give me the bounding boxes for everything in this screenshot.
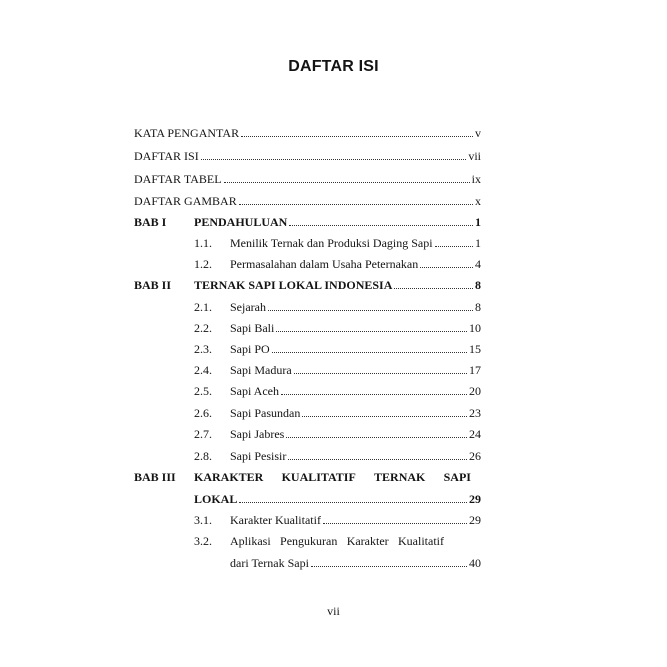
entry-page: ix [471, 172, 481, 186]
dot-leader [268, 297, 473, 311]
chapter-title-word: KUALITATIF [281, 470, 356, 484]
section-number: 2.5. [194, 384, 212, 398]
dot-leader [294, 360, 467, 374]
section-label: Karakter Kualitatif [230, 513, 321, 527]
section-label: Sapi Bali [230, 321, 275, 335]
section-page: 26 [469, 449, 481, 463]
page-title: DAFTAR ISI [288, 58, 379, 75]
page-number: vii [327, 604, 340, 618]
toc-section-1-1[interactable] [194, 233, 481, 253]
dot-leader [289, 212, 473, 226]
section-label: Sapi Aceh [230, 384, 279, 398]
toc-entry-kata-pengantar[interactable] [134, 123, 481, 143]
entry-label: KATA PENGANTAR [134, 126, 240, 140]
section-number: 3.2. [194, 534, 212, 548]
dot-leader [435, 233, 473, 247]
dot-leader [201, 146, 467, 160]
dot-leader [276, 318, 467, 332]
chapter-title: TERNAK SAPI LOKAL INDONESIA [194, 278, 393, 292]
toc-chapter-bab-3[interactable] [134, 467, 481, 487]
chapter-code: BAB I [134, 215, 167, 229]
section-page: 23 [469, 406, 481, 420]
dot-leader [272, 339, 467, 353]
section-page: 4 [475, 257, 481, 271]
section-label: Sejarah [230, 300, 266, 314]
section-number: 2.4. [194, 363, 212, 377]
section-label-word: Kualitatif [398, 534, 444, 548]
dot-leader [281, 381, 467, 395]
toc-section-3-1[interactable] [194, 510, 481, 530]
section-label-word: Karakter [346, 534, 389, 548]
dot-leader [302, 403, 467, 417]
section-label: Sapi Pesisir [230, 449, 287, 463]
dot-leader [241, 123, 473, 137]
entry-label: DAFTAR GAMBAR [134, 194, 237, 208]
toc-section-2-5[interactable] [194, 381, 481, 401]
section-number: 2.7. [194, 427, 212, 441]
section-page: 8 [475, 300, 481, 314]
section-number: 2.1. [194, 300, 212, 314]
entry-label: DAFTAR TABEL [134, 172, 222, 186]
chapter-title-word: SAPI [443, 470, 471, 484]
chapter-title-word: TERNAK [374, 470, 426, 484]
toc-section-3-2-cont[interactable] [230, 553, 481, 573]
toc-section-2-8[interactable] [194, 446, 481, 466]
section-label-word: Aplikasi [230, 534, 271, 548]
section-label: Permasalahan dalam Usaha Peternakan [230, 257, 419, 271]
toc-section-2-7[interactable] [194, 424, 481, 444]
section-label: Menilik Ternak dan Produksi Daging Sapi [230, 236, 433, 250]
section-number: 1.2. [194, 257, 212, 271]
dot-leader [239, 489, 467, 503]
toc-section-2-1[interactable] [194, 297, 481, 317]
section-page: 40 [469, 556, 481, 570]
chapter-title-word: KARAKTER [194, 470, 264, 484]
section-number: 2.6. [194, 406, 212, 420]
section-page: 10 [469, 321, 481, 335]
toc-section-2-4[interactable] [194, 360, 481, 380]
toc-chapter-bab-1[interactable] [134, 212, 481, 232]
dot-leader [288, 446, 467, 460]
dot-leader [311, 553, 467, 567]
dot-leader [394, 275, 473, 289]
section-page: 24 [469, 427, 481, 441]
section-label: Sapi Madura [230, 363, 292, 377]
section-label-line-2: dari Ternak Sapi [230, 556, 309, 570]
section-label-word: Pengukuran [280, 534, 338, 548]
chapter-code: BAB III [134, 470, 176, 484]
dot-leader [286, 424, 467, 438]
section-page: 15 [469, 342, 481, 356]
toc-entry-daftar-tabel[interactable] [134, 169, 481, 189]
section-label: Sapi Pasundan [230, 406, 301, 420]
toc-entry-daftar-gambar[interactable] [134, 191, 481, 211]
dot-leader [224, 169, 470, 183]
dot-leader [239, 191, 473, 205]
chapter-title-line-2: LOKAL [194, 492, 238, 506]
dot-leader [323, 510, 467, 524]
section-number: 2.3. [194, 342, 212, 356]
entry-page: vii [468, 149, 481, 163]
section-page: 29 [469, 513, 481, 527]
toc-entry-daftar-isi[interactable] [134, 146, 481, 166]
section-page: 1 [475, 236, 481, 250]
toc-section-2-2[interactable] [194, 318, 481, 338]
toc-chapter-bab-3-cont[interactable] [194, 489, 481, 509]
dot-leader [420, 254, 473, 268]
chapter-code: BAB II [134, 278, 172, 292]
chapter-title: PENDAHULUAN [194, 215, 288, 229]
toc-section-1-2[interactable] [194, 254, 481, 274]
section-number: 3.1. [194, 513, 212, 527]
entry-page: v [475, 126, 481, 140]
section-label: Sapi Jabres [230, 427, 285, 441]
entry-page: x [475, 194, 481, 208]
section-page: 20 [469, 384, 481, 398]
section-label-line-1 [230, 531, 444, 551]
section-number: 1.1. [194, 236, 212, 250]
entry-label: DAFTAR ISI [134, 149, 199, 163]
chapter-page: 8 [475, 278, 481, 292]
toc-chapter-bab-2[interactable] [134, 275, 481, 295]
chapter-title-line-1 [194, 467, 471, 487]
section-page: 17 [469, 363, 481, 377]
section-number: 2.8. [194, 449, 212, 463]
toc-section-3-2[interactable] [194, 531, 481, 551]
section-number: 2.2. [194, 321, 212, 335]
toc-section-2-3[interactable] [194, 339, 481, 359]
chapter-page: 1 [475, 215, 481, 229]
toc-section-2-6[interactable] [194, 403, 481, 423]
section-label: Sapi PO [230, 342, 270, 356]
chapter-page: 29 [469, 492, 481, 506]
